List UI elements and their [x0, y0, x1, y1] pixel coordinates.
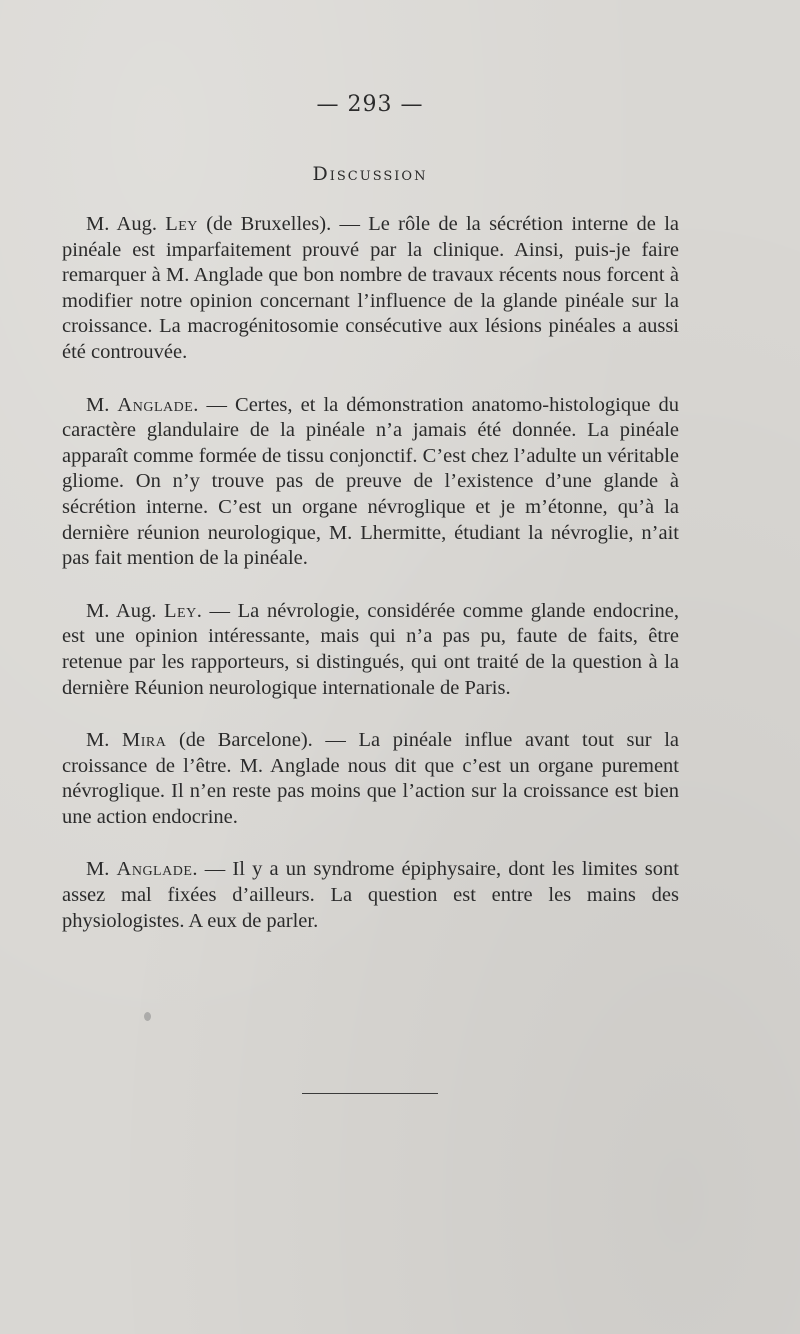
paragraph-prefix: M.: [86, 729, 122, 752]
speaker-name: Mira: [121, 729, 167, 752]
speaker-name: Anglade: [116, 858, 193, 881]
paragraph-text: . — La névrologie, considérée comme glande endocrine, est une opinion intéressante, mais qui n’a pas pu, faute de faits, être retenue par les rapporteurs, si distingués, qui ont traité de la question à la dernière Réunion neurologique internationale de Paris.: [62, 599, 679, 699]
paragraph-mira: [62, 728, 679, 830]
ink-speck: [144, 1012, 151, 1021]
paragraph-text: (de Barcelone). — La pinéale influe avant tout sur la croissance de l’être. M. Anglade nous dit que c’est un organe purement névroglique. Il n’en reste pas moins que l’action sur la croissance est bien une action endocrine.: [62, 729, 679, 828]
paragraph-text: . — Certes, et la démonstration anatomo-histologique du caractère glandulaire de la pinéale n’a jamais été donnée. La pinéale apparaît comme formée de tissu conjonctif. C’est chez l’adulte un véritable gliome. On n’y trouve pas de preuve de l’existence d’une glande à sécrétion interne. C’est un organe névroglique et je m’étonne, qu’à la dernière réunion neurologique, M. Lhermitte, étudiant la névroglie, n’ait pas fait mention de la pinéale.: [62, 393, 679, 570]
paragraph-anglade-1: [62, 393, 679, 572]
paragraph-prefix: M. Aug.: [86, 599, 164, 622]
paragraph-anglade-2: [62, 857, 679, 934]
paragraph-ley-1: [62, 212, 679, 366]
paragraph-prefix: M.: [86, 393, 118, 416]
discussion-body: [62, 212, 679, 961]
speaker-name: Ley: [164, 599, 197, 622]
page-number: — 293 —: [316, 92, 424, 117]
paragraph-text: . — Il y a un syndrome épiphysaire, dont les limites sont assez mal fixées d’ailleurs. La question est entre les mains des physiologistes. A eux de parler.: [62, 858, 679, 932]
paragraph-prefix: M. Aug.: [86, 213, 166, 235]
speaker-name: Anglade: [117, 393, 194, 416]
end-rule: [302, 1093, 438, 1094]
paragraph-prefix: M.: [86, 858, 117, 881]
speaker-name: Ley: [165, 213, 198, 235]
paragraph-text: (de Bruxelles). — Le rôle de la sécrétion interne de la pinéale est imparfaitement prouvé par la clinique. Ainsi, puis-je faire remarquer à M. Anglade que bon nombre de travaux récents nous forcent à modifier notre opinion concernant l’influence de la glande pinéale sur la croissance. La macrogénitosomie consécutive aux lésions pinéales a aussi été controuvée.: [62, 213, 679, 363]
paragraph-ley-2: [62, 599, 679, 701]
section-title: Discussion: [312, 163, 428, 185]
